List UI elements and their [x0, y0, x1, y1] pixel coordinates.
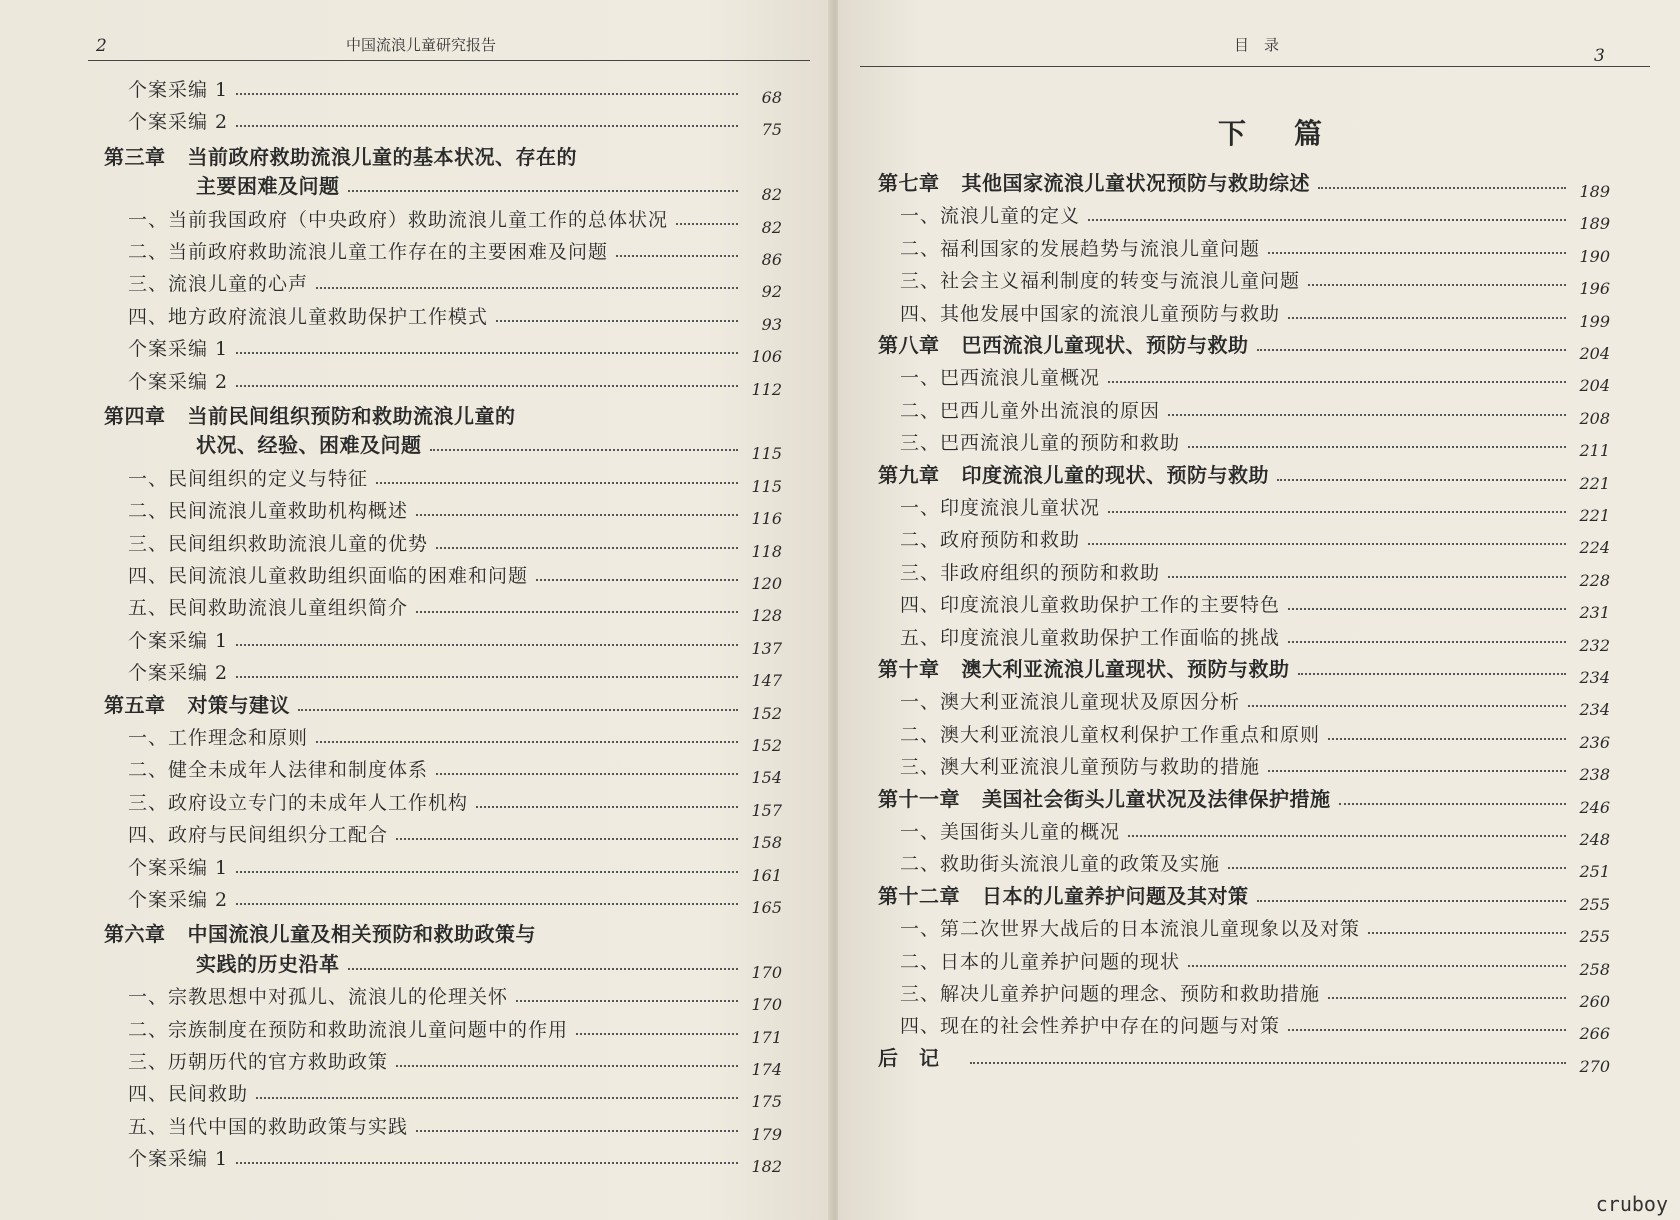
entry-title: 三、流浪儿童的心声 — [128, 273, 309, 296]
toc-entry[interactable] — [128, 752, 782, 788]
page-ref: 224 — [1579, 538, 1610, 558]
page-ref: 174 — [751, 1060, 782, 1079]
dot-leader — [436, 773, 738, 775]
toc-entry[interactable] — [900, 846, 1610, 882]
chapter-heading — [104, 141, 577, 170]
toc-entry[interactable] — [900, 522, 1610, 558]
chapter-heading — [878, 653, 1290, 682]
toc-entry[interactable] — [900, 555, 1610, 590]
dot-leader — [1168, 414, 1566, 416]
page-ref: 161 — [751, 865, 782, 885]
page-ref: 82 — [761, 185, 782, 205]
page-ref: 248 — [1579, 830, 1610, 849]
toc-chapter[interactable] — [878, 652, 1610, 687]
page-ref: 189 — [1579, 182, 1610, 201]
entry-title: 个案采编 1 — [128, 1148, 229, 1171]
toc-entry[interactable] — [900, 231, 1610, 266]
entry-title: 五、民间救助流浪儿童组织简介 — [128, 597, 409, 620]
dot-leader — [348, 968, 739, 970]
entry-title: 二、福利国家的发展趋势与流浪儿童问题 — [900, 237, 1261, 260]
toc-entry[interactable] — [128, 331, 782, 367]
dot-leader — [396, 838, 738, 840]
toc-entry[interactable] — [900, 198, 1610, 234]
dot-leader — [1277, 479, 1566, 481]
chapter-number: 第十一章 — [878, 786, 960, 811]
dot-leader — [1108, 381, 1566, 383]
toc-entry[interactable] — [128, 493, 782, 529]
toc-entry[interactable] — [128, 1012, 782, 1047]
chapter-heading — [878, 459, 1269, 488]
dot-leader — [1288, 641, 1566, 643]
toc-entry[interactable] — [900, 1008, 1610, 1044]
dot-leader — [516, 1000, 738, 1002]
page-ref: 179 — [751, 1124, 782, 1144]
dot-leader — [1308, 284, 1566, 286]
entry-title: 个案采编 2 — [128, 370, 229, 393]
dot-leader — [1128, 835, 1566, 837]
page-ref: 221 — [1579, 506, 1610, 525]
page-ref: 231 — [1579, 603, 1610, 623]
page-ref: 165 — [751, 898, 782, 917]
page-ref: 204 — [1579, 376, 1610, 396]
entry-title: 一、流浪儿童的定义 — [900, 205, 1081, 228]
dot-leader — [1257, 900, 1567, 902]
chapter-number: 第十二章 — [878, 883, 960, 908]
chapter-number: 第四章 — [104, 404, 166, 428]
chapter-title: 对策与建议 — [187, 692, 290, 717]
chapter-title: 印度流浪儿童的现状、预防与救助 — [961, 462, 1269, 487]
page-ref: 175 — [751, 1092, 782, 1112]
chapter-title: 当前政府救助流浪儿童的基本状况、存在的 — [187, 144, 577, 169]
dot-leader — [1168, 576, 1566, 578]
toc-entry[interactable] — [128, 720, 782, 755]
chapter-heading — [104, 689, 290, 718]
page-ref: 236 — [1579, 732, 1610, 752]
dot-leader — [616, 255, 738, 257]
page-ref: 189 — [1579, 214, 1610, 234]
page-ref: 115 — [751, 444, 782, 464]
chapter-heading — [878, 167, 1310, 196]
dot-leader — [1257, 349, 1567, 351]
entry-title: 三、巴西流浪儿童的预防和救助 — [900, 432, 1181, 455]
page-ref: 115 — [751, 476, 782, 496]
chapter-number: 后 记 — [878, 1045, 940, 1070]
toc-entry[interactable] — [900, 684, 1610, 720]
page-ref: 258 — [1579, 959, 1610, 979]
page-ref: 157 — [751, 800, 782, 820]
page-ref: 75 — [761, 120, 782, 140]
page-ref: 251 — [1579, 862, 1610, 882]
toc-entry[interactable] — [128, 590, 782, 626]
page-ref: 152 — [751, 736, 782, 755]
toc-entry[interactable] — [128, 104, 782, 140]
dot-leader — [1188, 965, 1566, 967]
page-ref: 170 — [751, 962, 782, 982]
dot-leader — [236, 385, 738, 387]
page-ref: 147 — [751, 671, 782, 691]
toc-entry[interactable] — [128, 1109, 782, 1144]
entry-title: 二、宗族制度在预防和救助流浪儿童问题中的作用 — [128, 1018, 569, 1041]
page-ref: 270 — [1579, 1056, 1610, 1076]
entry-title: 一、宗教思想中对孤儿、流浪儿的伦理关怀 — [128, 986, 509, 1009]
dot-leader — [1298, 673, 1567, 675]
toc-entry[interactable] — [128, 299, 782, 334]
entry-title: 二、日本的儿童养护问题的现状 — [900, 950, 1181, 973]
entry-title: 二、巴西儿童外出流浪的原因 — [900, 399, 1161, 422]
toc-entry[interactable] — [900, 393, 1610, 428]
page-ref: 152 — [751, 703, 782, 723]
dot-leader — [236, 125, 738, 127]
dot-leader — [298, 709, 738, 711]
toc-entry[interactable] — [900, 620, 1610, 655]
dot-leader — [236, 1162, 738, 1164]
chapter-title: 当前民间组织预防和救助流浪儿童的 — [187, 404, 516, 428]
dot-leader — [1288, 317, 1566, 319]
chapter-title: 美国社会街头儿童状况及法律保护措施 — [982, 786, 1331, 811]
chapter-title: 巴西流浪儿童现状、预防与救助 — [961, 333, 1249, 357]
chapter-title: 其他国家流浪儿童状况预防与救助综述 — [961, 171, 1310, 195]
toc-entry[interactable] — [128, 623, 782, 658]
entry-title: 个案采编 2 — [128, 889, 229, 911]
toc-chapter[interactable] — [878, 458, 1610, 493]
chapter-number: 第七章 — [878, 171, 940, 195]
dot-leader — [236, 903, 738, 905]
page-ref: 120 — [751, 574, 782, 593]
toc-entry[interactable] — [900, 976, 1610, 1011]
chapter-number: 第九章 — [878, 462, 940, 487]
toc-chapter[interactable] — [196, 947, 782, 982]
chapter-title: 澳大利亚流浪儿童现状、预防与救助 — [961, 657, 1290, 681]
page-ref: 211 — [1579, 441, 1610, 461]
chapter-number: 第六章 — [104, 922, 166, 947]
entry-title: 一、美国街头儿童的概况 — [900, 821, 1121, 843]
dot-leader — [476, 806, 738, 808]
entry-title: 三、政府设立专门的未成年人工作机构 — [128, 791, 469, 814]
entry-title: 四、民间救助 — [128, 1083, 249, 1106]
page-number: 3 — [1594, 46, 1605, 66]
dot-leader — [536, 579, 738, 581]
toc-entry[interactable] — [128, 558, 782, 593]
page-ref: 93 — [761, 314, 782, 334]
dot-leader — [1268, 770, 1566, 772]
page-ref: 170 — [751, 995, 782, 1015]
toc-entry[interactable] — [128, 850, 782, 885]
dot-leader — [970, 1062, 1567, 1064]
entry-title: 三、社会主义福利制度的转变与流浪儿童问题 — [900, 270, 1301, 293]
toc-chapter[interactable] — [196, 428, 782, 464]
toc-entry[interactable] — [900, 944, 1610, 979]
page-ref: 255 — [1579, 927, 1610, 947]
toc-chapter[interactable] — [878, 1041, 1610, 1076]
running-head: 中国流浪儿童研究报告 — [346, 36, 497, 54]
chapter-heading — [878, 329, 1249, 358]
watermark: cruboy — [1595, 1192, 1668, 1216]
page-ref: 232 — [1579, 635, 1610, 655]
page-ref: 82 — [761, 217, 782, 237]
toc-entry[interactable] — [128, 882, 782, 917]
chapter-number: 第十章 — [878, 657, 940, 681]
right-page — [838, 0, 1680, 1220]
chapter-heading — [878, 880, 1249, 909]
toc-entry[interactable] — [900, 360, 1610, 396]
page-ref: 221 — [1579, 473, 1610, 493]
dot-leader — [316, 741, 738, 743]
toc-chapter[interactable] — [878, 328, 1610, 363]
toc-entry[interactable] — [128, 1076, 782, 1112]
page-ref: 116 — [751, 509, 782, 529]
entry-title: 一、民间组织的定义与特征 — [128, 467, 369, 490]
page-ref: 154 — [751, 768, 782, 788]
page-ref: 255 — [1579, 894, 1610, 914]
section-title: 下篇 — [1218, 117, 1371, 150]
entry-title: 二、当前政府救助流浪儿童工作存在的主要困难及问题 — [128, 241, 609, 263]
page-ref: 158 — [751, 833, 782, 853]
running-head: 目 录 — [1234, 36, 1280, 54]
toc-chapter[interactable] — [196, 169, 782, 205]
dot-leader — [1228, 867, 1566, 869]
chapter-heading — [878, 1042, 962, 1071]
toc-entry[interactable] — [128, 266, 782, 302]
entry-title: 四、地方政府流浪儿童救助保护工作模式 — [128, 305, 489, 328]
entry-title: 三、解决儿童养护问题的理念、预防和救助措施 — [900, 983, 1321, 1005]
dot-leader — [236, 676, 738, 678]
toc-entry[interactable] — [128, 461, 782, 496]
toc-chapter[interactable] — [878, 879, 1610, 914]
page-ref: 182 — [751, 1157, 782, 1177]
dot-leader — [396, 1065, 738, 1067]
header-rule — [860, 66, 1650, 67]
dot-leader — [416, 611, 738, 613]
dot-leader — [430, 449, 739, 451]
entry-title: 四、其他发展中国家的流浪儿童预防与救助 — [900, 302, 1281, 325]
dot-leader — [496, 320, 738, 322]
toc-chapter[interactable] — [878, 166, 1610, 201]
entry-title: 三、澳大利亚流浪儿童预防与救助的措施 — [900, 756, 1261, 779]
entry-title: 四、民间流浪儿童救助组织面临的困难和问题 — [128, 565, 529, 587]
entry-title: 一、巴西流浪儿童概况 — [900, 367, 1101, 390]
dot-leader — [436, 547, 738, 549]
page-ref: 246 — [1579, 797, 1610, 817]
page-ref: 106 — [751, 347, 782, 367]
toc-entry[interactable] — [128, 1141, 782, 1177]
entry-title: 三、民间组织救助流浪儿童的优势 — [128, 532, 429, 555]
dot-leader — [1288, 608, 1566, 610]
entry-title: 二、救助街头流浪儿童的政策及实施 — [900, 853, 1221, 876]
entry-title: 个案采编 2 — [128, 111, 229, 134]
toc-entry[interactable] — [900, 296, 1610, 331]
entry-title: 四、印度流浪儿童救助保护工作的主要特色 — [900, 594, 1281, 617]
page-ref: 86 — [761, 250, 782, 269]
toc-entry[interactable] — [900, 911, 1610, 947]
left-page — [0, 0, 832, 1220]
entry-title: 个案采编 1 — [128, 629, 229, 652]
entry-title: 一、工作理念和原则 — [128, 727, 309, 749]
dot-leader — [236, 352, 738, 354]
page-ref: 238 — [1579, 765, 1610, 785]
dot-leader — [256, 1097, 738, 1099]
entry-title: 个案采编 1 — [128, 79, 229, 101]
chapter-title: 日本的儿童养护问题及其对策 — [982, 883, 1249, 908]
page-number: 2 — [96, 36, 107, 56]
dot-leader — [1328, 997, 1566, 999]
entry-title: 二、民间流浪儿童救助机构概述 — [128, 500, 409, 523]
toc-entry[interactable] — [900, 717, 1610, 752]
toc-chapter[interactable] — [104, 688, 782, 723]
page-ref: 208 — [1579, 408, 1610, 428]
page-ref: 234 — [1579, 668, 1610, 687]
page-ref: 190 — [1579, 246, 1610, 266]
toc-entry[interactable] — [900, 749, 1610, 785]
dot-leader — [1288, 1029, 1566, 1031]
page-ref: 92 — [761, 282, 782, 302]
page-ref: 199 — [1579, 311, 1610, 331]
dot-leader — [576, 1033, 738, 1035]
entry-title: 个案采编 1 — [128, 338, 229, 361]
chapter-number: 第八章 — [878, 333, 940, 357]
page-ref: 128 — [751, 606, 782, 626]
entry-title: 二、健全未成年人法律和制度体系 — [128, 759, 429, 782]
toc-entry[interactable] — [900, 490, 1610, 525]
dot-leader — [1088, 543, 1566, 545]
toc-entry[interactable] — [128, 817, 782, 853]
toc-entry[interactable] — [128, 785, 782, 820]
page-ref: 204 — [1579, 344, 1610, 363]
chapter-title: 中国流浪儿童及相关预防和救助政策与 — [187, 922, 536, 947]
entry-title: 三、非政府组织的预防和救助 — [900, 561, 1161, 584]
chapter-heading — [878, 783, 1331, 812]
dot-leader — [1368, 932, 1566, 934]
chapter-title-cont: 主要困难及问题 — [196, 174, 340, 199]
dot-leader — [676, 223, 738, 225]
entry-title: 二、澳大利亚流浪儿童权利保护工作重点和原则 — [900, 723, 1321, 746]
dot-leader — [1268, 252, 1566, 254]
toc-entry[interactable] — [900, 425, 1610, 461]
chapter-heading — [104, 400, 516, 429]
toc-entry[interactable] — [900, 263, 1610, 299]
toc-entry[interactable] — [900, 814, 1610, 849]
entry-title: 一、澳大利亚流浪儿童现状及原因分析 — [900, 691, 1241, 714]
dot-leader — [316, 287, 738, 289]
entry-title: 五、当代中国的救助政策与实践 — [128, 1115, 409, 1138]
chapter-heading — [104, 918, 536, 947]
entry-title: 一、第二次世界大战后的日本流浪儿童现象以及对策 — [900, 918, 1361, 941]
page-ref: 234 — [1579, 700, 1610, 720]
page-ref: 68 — [761, 88, 782, 107]
page-ref: 137 — [751, 638, 782, 658]
dot-leader — [1108, 511, 1566, 513]
page-ref: 228 — [1579, 570, 1610, 590]
dot-leader — [376, 482, 738, 484]
entry-title: 个案采编 1 — [128, 856, 229, 879]
entry-title: 四、现在的社会性养护中存在的问题与对策 — [900, 1015, 1281, 1038]
dot-leader — [1328, 738, 1566, 740]
entry-title: 四、政府与民间组织分工配合 — [128, 824, 389, 847]
entry-title: 一、当前我国政府（中央政府）救助流浪儿童工作的总体状况 — [128, 208, 669, 231]
entry-title: 一、印度流浪儿童状况 — [900, 497, 1101, 519]
toc-entry[interactable] — [128, 526, 782, 561]
dot-leader — [1318, 187, 1566, 189]
dot-leader — [1088, 219, 1566, 221]
toc-entry[interactable] — [128, 979, 782, 1015]
dot-leader — [416, 514, 738, 516]
toc-entry[interactable] — [128, 655, 782, 691]
dot-leader — [416, 1130, 738, 1132]
toc-entry[interactable] — [128, 234, 782, 269]
chapter-number: 第三章 — [104, 144, 166, 169]
entry-title: 二、政府预防和救助 — [900, 529, 1081, 552]
toc-chapter[interactable] — [878, 782, 1610, 817]
dot-leader — [236, 644, 738, 646]
page-ref: 171 — [751, 1027, 782, 1047]
chapter-title-cont: 实践的历史沿革 — [196, 951, 340, 976]
page-ref: 196 — [1579, 279, 1610, 299]
entry-title: 五、印度流浪儿童救助保护工作面临的挑战 — [900, 626, 1281, 649]
entry-title: 三、历朝历代的官方救助政策 — [128, 1051, 389, 1073]
toc-entry[interactable] — [128, 364, 782, 399]
page-ref: 112 — [751, 379, 782, 399]
toc-entry[interactable] — [900, 587, 1610, 623]
toc-entry[interactable] — [128, 1044, 782, 1079]
page-ref: 266 — [1579, 1024, 1610, 1044]
header-rule — [88, 60, 810, 61]
toc-entry[interactable] — [128, 202, 782, 237]
dot-leader — [1339, 803, 1567, 805]
toc-entry[interactable] — [128, 72, 782, 107]
page-ref: 260 — [1579, 992, 1610, 1011]
page-ref: 118 — [751, 541, 782, 561]
dot-leader — [236, 871, 738, 873]
dot-leader — [348, 190, 739, 192]
chapter-number: 第五章 — [104, 692, 166, 717]
dot-leader — [1188, 446, 1566, 448]
chapter-title-cont: 状况、经验、困难及问题 — [196, 433, 422, 458]
dot-leader — [236, 93, 738, 95]
entry-title: 个案采编 2 — [128, 662, 229, 685]
dot-leader — [1248, 705, 1566, 707]
